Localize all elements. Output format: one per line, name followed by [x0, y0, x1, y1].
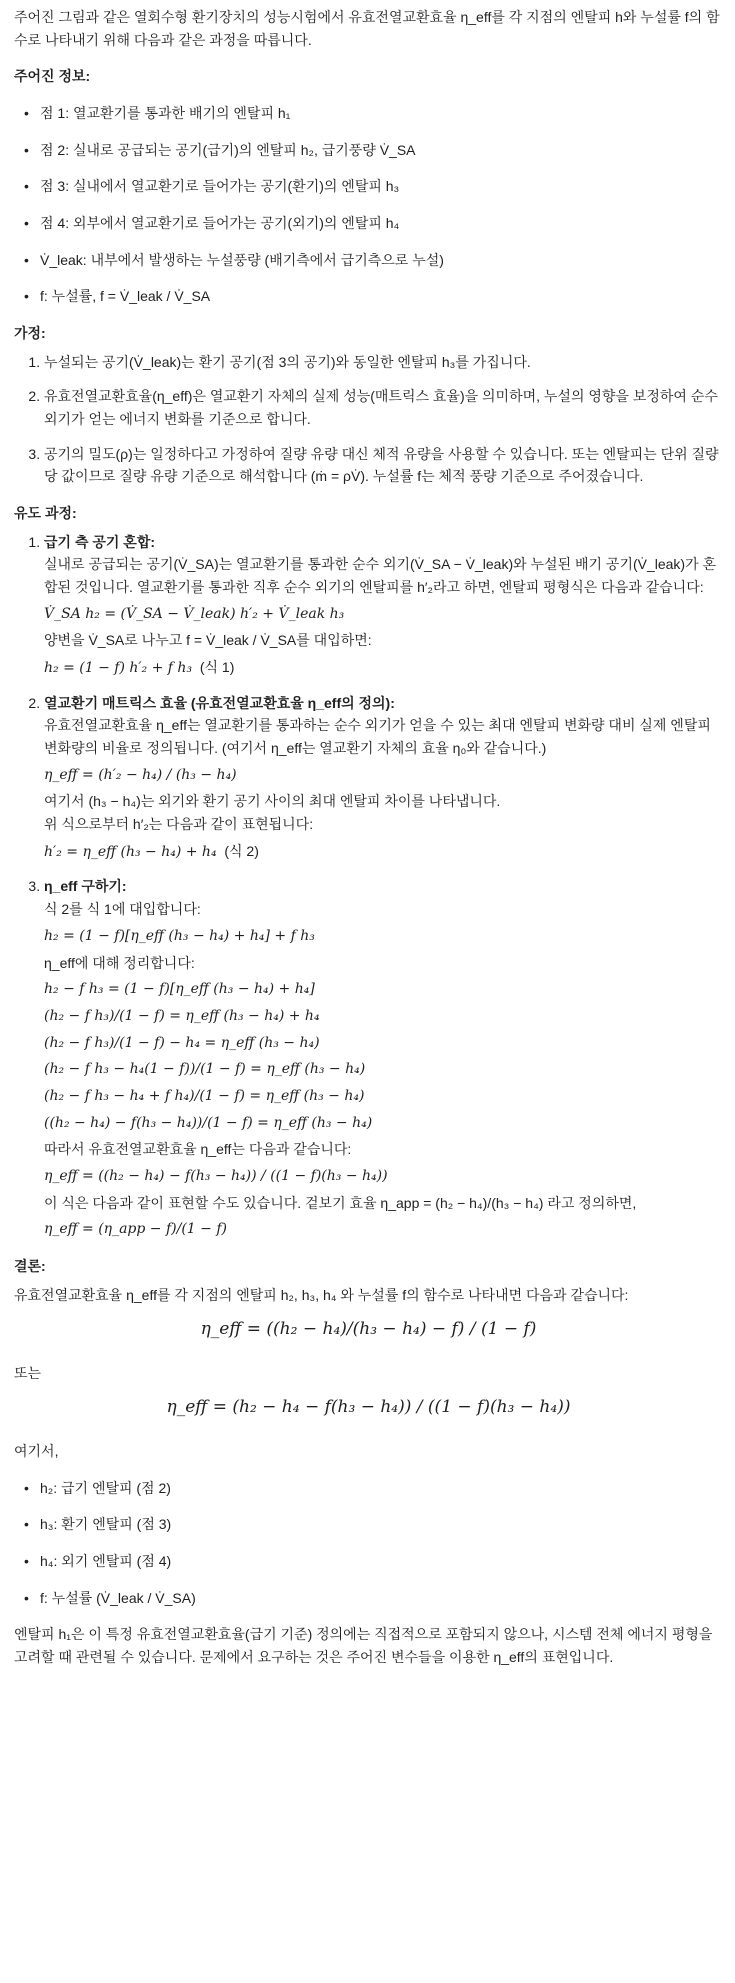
- intro-paragraph: 주어진 그림과 같은 열회수형 환기장치의 성능시험에서 유효전열교환효율 η_eff를 각 지점의 엔탈피 h와 누설률 f의 함수로 나타내기 위해 다음과 같은 과정을 따릅니다.: [14, 9, 720, 48]
- assumptions-heading: 가정:: [14, 325, 46, 342]
- step3-final-equation: η_eff = ((h₂ − h₄) − f(h₃ − h₄)) / ((1 − f)(h₃ − h₄)): [44, 1167, 388, 1184]
- step3-text2: η_eff에 대해 정리합니다:: [44, 954, 195, 971]
- step2-text2: 여기서 (h₃ − h₄)는 외기와 환기 공기 사이의 최대 엔탈피 차이를 나타냅니다.: [44, 793, 501, 810]
- variable-item-f: • f: 누설률 (V̇_leak / V̇_SA): [40, 1587, 723, 1610]
- step1-eq2-expr: h₂ = (1 − f) h′₂ + f h₃: [44, 660, 193, 677]
- variable-item-h4: • h₄: 외기 엔탈피 (점 4): [40, 1550, 723, 1573]
- given-item-3: • 점 3: 실내에서 열교환기로 들어가는 공기(환기)의 엔탈피 h₃: [40, 175, 723, 198]
- step2-title: 2. 열교환기 매트릭스 효율 (유효전열교환효율 η_eff의 정의):: [44, 694, 395, 711]
- given-item-1: • 점 1: 열교환기를 통과한 배기의 엔탈피 h₁: [40, 102, 723, 125]
- step2-text3: 위 식으로부터 h′₂는 다음과 같이 표현됩니다:: [44, 816, 314, 833]
- step1-text1: 실내로 공급되는 공기(V̇_SA)는 열교환기를 통과한 순수 외기(V̇_SA − V̇_leak)와 누설된 배기 공기(V̇_leak)가 혼합된 것입니다. 열교환기를 통과한 직후 순수 외기의 엔탈피를 h′₂라고 하면, 엔탈피 평형식은 다음과 같습니다:: [44, 556, 717, 596]
- step2-equation-1: η_eff = (h′₂ − h₄) / (h₃ − h₄): [44, 766, 237, 783]
- given-item-5: • V̇_leak: 내부에서 발생하는 누설풍량 (배기측에서 급기측으로 누설): [40, 249, 723, 272]
- derivation-heading: 유도 과정:: [14, 505, 77, 522]
- assumptions-list: [14, 351, 723, 488]
- derivation-step-2: [44, 692, 723, 864]
- given-heading: 주어진 정보:: [14, 68, 91, 85]
- variable-list: [14, 1477, 723, 1610]
- step3-working-eq: ((h₂ − h₄) − f(h₃ − h₄))/(1 − f) = η_eff (h₃ − h₄): [44, 1114, 373, 1131]
- conclusion-eq-1: η_eff = ((h₂ − h₄)/(h₃ − h₄) − f) / (1 − f): [200, 1319, 537, 1340]
- step1-equation-1: V̇_SA h₂ = (V̇_SA − V̇_leak) h′₂ + V̇_leak h₃: [44, 605, 345, 622]
- step1-title: 1. 급기 측 공기 혼합:: [44, 533, 155, 550]
- conclusion-display-eq-1: [14, 1316, 723, 1344]
- step3-working-eq: (h₂ − f h₃)/(1 − f) = η_eff (h₃ − h₄) + h₄: [44, 1007, 320, 1024]
- step1-text2: 양변을 V̇_SA로 나누고 f = V̇_leak / V̇_SA를 대입하면:: [44, 632, 372, 649]
- step2-equation-2: [44, 840, 723, 864]
- assumption-item-2: 2. 유효전열교환효율(η_eff)은 열교환기 자체의 실제 성능(매트릭스 효율)을 의미하며, 누설의 영향을 보정하여 순수 외기가 얻는 에너지 변화를 기준으로 합니다.: [44, 385, 723, 430]
- variable-item-h2: • h₂: 급기 엔탈피 (점 2): [40, 1477, 723, 1500]
- conclusion-eq-2: η_eff = (h₂ − h₄ − f(h₃ − h₄)) / ((1 − f)(h₃ − h₄)): [166, 1397, 571, 1418]
- conclusion-text: 유효전열교환효율 η_eff를 각 지점의 엔탈피 h₂, h₃, h₄ 와 누설률 f의 함수로 나타내면 다음과 같습니다:: [14, 1286, 629, 1303]
- step1-eq2-tag: (식 1): [199, 659, 235, 676]
- given-list: [14, 102, 723, 308]
- given-item-2: • 점 2: 실내로 공급되는 공기(급기)의 엔탈피 h₂, 급기풍량 V̇_SA: [40, 139, 723, 162]
- derivation-step-3: [44, 875, 723, 1240]
- step2-eq2-expr: h′₂ = η_eff (h₃ − h₄) + h₄: [44, 843, 217, 860]
- conclusion-display-eq-2: [14, 1394, 723, 1422]
- given-item-4: • 점 4: 외부에서 열교환기로 들어가는 공기(외기)의 엔탈피 h₄: [40, 212, 723, 235]
- step3-text1: 식 2를 식 1에 대입합니다:: [44, 901, 201, 918]
- assumption-item-3: 3. 공기의 밀도(ρ)는 일정하다고 가정하여 질량 유량 대신 체적 유량을 사용할 수 있습니다. 또는 엔탈피는 단위 질량당 값이므로 질량 유량 기준으로 해석합니다 (ṁ = ρV̇). 누설률 f는 체적 풍량 기준으로 주어졌습니다.: [44, 443, 723, 488]
- step3-text3: 따라서 유효전열교환효율 η_eff는 다음과 같습니다:: [44, 1141, 352, 1158]
- step3-text4: 이 식은 다음과 같이 표현할 수도 있습니다. 겉보기 효율 η_app = (h₂ − h₄)/(h₃ − h₄) 라고 정의하면,: [44, 1194, 637, 1211]
- derivation-steps: [14, 531, 723, 1241]
- given-item-6: • f: 누설률, f = V̇_leak / V̇_SA: [40, 285, 723, 308]
- step2-eq2-tag: (식 2): [224, 842, 259, 859]
- step3-working-eq: h₂ − f h₃ = (1 − f)[η_eff (h₃ − h₄) + h₄]: [44, 981, 315, 998]
- step2-text1: 유효전열교환효율 η_eff는 열교환기를 통과하는 순수 외기가 얻을 수 있는 최대 엔탈피 변화량 대비 실제 엔탈피 변화량의 비율로 정의됩니다. (여기서 η_eff는 열교환기 자체의 효율 η₀와 같습니다.): [44, 717, 711, 757]
- step1-equation-2: [44, 656, 723, 680]
- assumption-item-1: 1. 누설되는 공기(V̇_leak)는 환기 공기(점 3의 공기)와 동일한 엔탈피 h₃를 가집니다.: [44, 351, 723, 374]
- conclusion-where: 여기서,: [14, 1442, 59, 1459]
- conclusion-heading: 결론:: [14, 1257, 46, 1274]
- step3-apparent-equation: η_eff = (η_app − f)/(1 − f): [44, 1221, 227, 1238]
- derivation-step-1: [44, 531, 723, 680]
- closing-paragraph: 엔탈피 h₁은 이 특정 유효전열교환효율(급기 기준) 정의에는 직접적으로 포함되지 않으나, 시스템 전체 에너지 평형을 고려할 때 관련될 수 있습니다. 문제에서 요구하는 것은 주어진 변수들을 이용한 η_eff의 표현입니다.: [14, 1626, 713, 1665]
- variable-item-h3: • h₃: 환기 엔탈피 (점 3): [40, 1513, 723, 1536]
- conclusion-or: 또는: [14, 1364, 42, 1381]
- step3-working-eq: (h₂ − f h₃ − h₄ + f h₄)/(1 − f) = η_eff (h₃ − h₄): [44, 1087, 365, 1104]
- step3-title: 3. η_eff 구하기:: [44, 878, 127, 895]
- step3-working-eq: (h₂ − f h₃)/(1 − f) − h₄ = η_eff (h₃ − h₄): [44, 1034, 320, 1051]
- step3-equation-1: h₂ = (1 − f)[η_eff (h₃ − h₄) + h₄] + f h₃: [44, 927, 315, 944]
- step3-working-eq: (h₂ − f h₃ − h₄(1 − f))/(1 − f) = η_eff (h₃ − h₄): [44, 1061, 366, 1078]
